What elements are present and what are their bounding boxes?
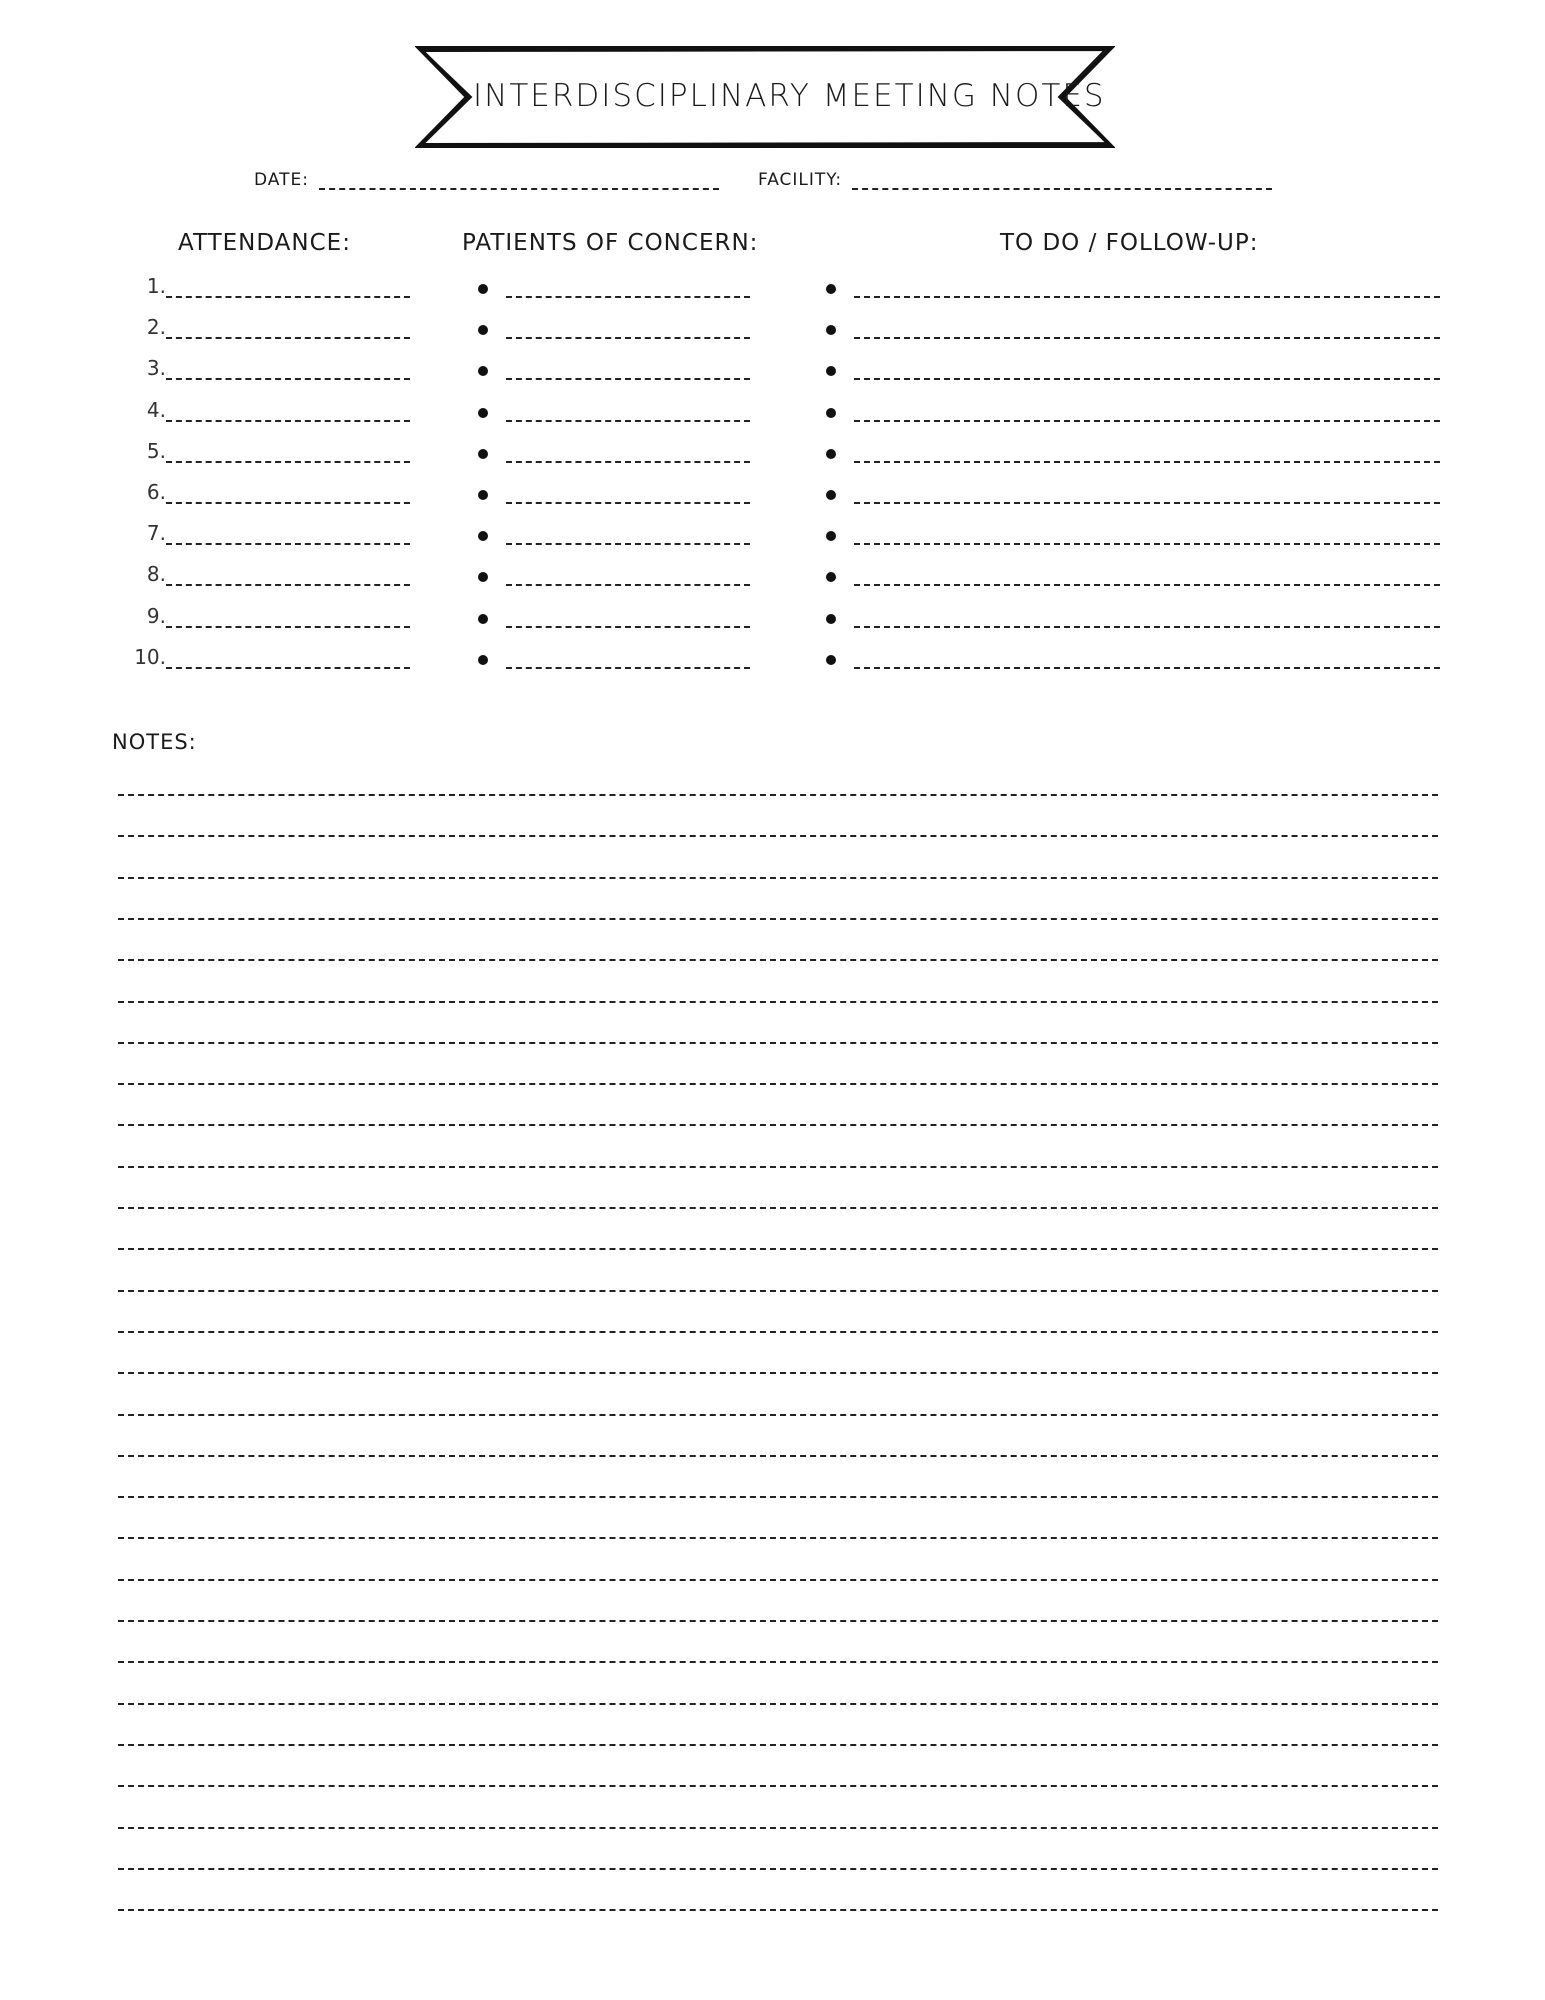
attendance-row[interactable] <box>130 515 410 545</box>
page-title: INTERDISCIPLINARY MEETING NOTES <box>473 78 1106 114</box>
facility-field[interactable] <box>758 170 1272 190</box>
attendance-number: 2. <box>146 315 166 340</box>
notes-line[interactable] <box>118 1290 1438 1292</box>
attendance-line[interactable] <box>166 286 410 298</box>
attendance-line[interactable] <box>166 616 410 628</box>
date-field[interactable] <box>254 170 719 190</box>
notes-line[interactable] <box>118 1166 1438 1168</box>
attendance-row[interactable] <box>130 474 410 504</box>
attendance-row[interactable] <box>130 598 410 628</box>
attendance-number: 9. <box>146 603 166 628</box>
notes-line[interactable] <box>118 1331 1438 1333</box>
todo-line[interactable] <box>854 327 1440 339</box>
todo-line[interactable] <box>854 451 1440 463</box>
attendance-number: 6. <box>146 480 166 504</box>
notes-line[interactable] <box>118 1703 1438 1705</box>
notes-line[interactable] <box>118 1042 1438 1044</box>
attendance-row[interactable] <box>130 433 410 463</box>
bullet-icon <box>478 284 488 294</box>
patient-line[interactable] <box>506 492 750 504</box>
notes-line[interactable] <box>118 959 1438 961</box>
todo-row[interactable] <box>826 639 1440 669</box>
date-line[interactable] <box>319 174 719 190</box>
bullet-icon <box>478 325 488 335</box>
attendance-line[interactable] <box>166 492 410 504</box>
todo-heading: TO DO / FOLLOW-UP: <box>1000 230 1259 256</box>
todo-line[interactable] <box>854 492 1440 504</box>
patients-heading: PATIENTS OF CONCERN: <box>462 230 759 256</box>
attendance-number: 4. <box>146 397 166 422</box>
notes-line[interactable] <box>118 1909 1438 1911</box>
attendance-row[interactable] <box>130 268 410 298</box>
bullet-icon <box>826 531 836 541</box>
bullet-icon <box>826 408 836 418</box>
todo-row[interactable] <box>826 350 1440 380</box>
attendance-row[interactable] <box>130 309 410 339</box>
notes-line[interactable] <box>118 1083 1438 1085</box>
patient-line[interactable] <box>506 657 750 669</box>
attendance-line[interactable] <box>166 533 410 545</box>
notes-line[interactable] <box>118 1785 1438 1787</box>
patient-row[interactable] <box>478 556 750 586</box>
notes-line[interactable] <box>118 1579 1438 1581</box>
attendance-line[interactable] <box>166 327 410 339</box>
todo-row[interactable] <box>826 392 1440 422</box>
patient-line[interactable] <box>506 616 750 628</box>
attendance-number: 1. <box>146 274 166 298</box>
attendance-line[interactable] <box>166 451 410 463</box>
notes-line[interactable] <box>118 835 1438 837</box>
title-banner <box>415 42 1115 152</box>
notes-line[interactable] <box>118 1620 1438 1622</box>
bullet-icon <box>826 449 836 459</box>
bullet-icon <box>478 366 488 376</box>
patient-row[interactable] <box>478 433 750 463</box>
bullet-icon <box>826 655 836 665</box>
patient-row[interactable] <box>478 268 750 298</box>
attendance-line[interactable] <box>166 574 410 586</box>
patient-row[interactable] <box>478 515 750 545</box>
notes-line[interactable] <box>118 1248 1438 1250</box>
todo-line[interactable] <box>854 533 1440 545</box>
attendance-heading: ATTENDANCE: <box>178 230 351 256</box>
notes-line[interactable] <box>118 1372 1438 1374</box>
todo-line[interactable] <box>854 574 1440 586</box>
patient-row[interactable] <box>478 639 750 669</box>
patient-line[interactable] <box>506 533 750 545</box>
attendance-row[interactable] <box>130 639 410 669</box>
todo-row[interactable] <box>826 433 1440 463</box>
attendance-number: 10. <box>134 644 166 669</box>
notes-label: NOTES: <box>112 730 197 754</box>
attendance-line[interactable] <box>166 368 410 380</box>
todo-row[interactable] <box>826 474 1440 504</box>
patient-row[interactable] <box>478 392 750 422</box>
facility-line[interactable] <box>852 174 1272 190</box>
bullet-icon <box>826 325 836 335</box>
patient-line[interactable] <box>506 286 750 298</box>
attendance-row[interactable] <box>130 392 410 422</box>
notes-line[interactable] <box>118 1414 1438 1416</box>
bullet-icon <box>826 614 836 624</box>
attendance-row[interactable] <box>130 350 410 380</box>
todo-line[interactable] <box>854 616 1440 628</box>
patient-line[interactable] <box>506 368 750 380</box>
notes-line[interactable] <box>118 1827 1438 1829</box>
attendance-row[interactable] <box>130 556 410 586</box>
bullet-icon <box>478 449 488 459</box>
bullet-icon <box>826 490 836 500</box>
bullet-icon <box>478 531 488 541</box>
patient-row[interactable] <box>478 474 750 504</box>
todo-line[interactable] <box>854 368 1440 380</box>
patient-row[interactable] <box>478 350 750 380</box>
notes-line[interactable] <box>118 1744 1438 1746</box>
bullet-icon <box>478 614 488 624</box>
notes-line[interactable] <box>118 1496 1438 1498</box>
bullet-icon <box>826 572 836 582</box>
notes-line[interactable] <box>118 794 1438 796</box>
notes-line[interactable] <box>118 1124 1438 1126</box>
patient-row[interactable] <box>478 309 750 339</box>
todo-row[interactable] <box>826 515 1440 545</box>
patient-line[interactable] <box>506 327 750 339</box>
attendance-line[interactable] <box>166 657 410 669</box>
todo-line[interactable] <box>854 657 1440 669</box>
notes-line[interactable] <box>118 1001 1438 1003</box>
attendance-number: 3. <box>146 356 166 381</box>
todo-row[interactable] <box>826 268 1440 298</box>
todo-line[interactable] <box>854 410 1440 422</box>
attendance-number: 5. <box>146 438 166 463</box>
bullet-icon <box>478 572 488 582</box>
bullet-icon <box>826 366 836 376</box>
patient-row[interactable] <box>478 598 750 628</box>
notes-line[interactable] <box>118 1207 1438 1209</box>
todo-line[interactable] <box>854 286 1440 298</box>
patient-line[interactable] <box>506 574 750 586</box>
bullet-icon <box>478 408 488 418</box>
date-label: DATE: <box>254 170 309 190</box>
notes-line[interactable] <box>118 877 1438 879</box>
facility-label: FACILITY: <box>758 170 843 190</box>
bullet-icon <box>478 655 488 665</box>
notes-line[interactable] <box>118 1537 1438 1539</box>
notes-line[interactable] <box>118 1868 1438 1870</box>
bullet-icon <box>478 490 488 500</box>
notes-line[interactable] <box>118 1661 1438 1663</box>
patient-line[interactable] <box>506 451 750 463</box>
attendance-number: 8. <box>146 562 166 587</box>
patient-line[interactable] <box>506 410 750 422</box>
bullet-icon <box>826 284 836 294</box>
attendance-number: 7. <box>146 521 166 546</box>
notes-line[interactable] <box>118 1455 1438 1457</box>
notes-line[interactable] <box>118 918 1438 920</box>
todo-row[interactable] <box>826 309 1440 339</box>
attendance-line[interactable] <box>166 410 410 422</box>
todo-row[interactable] <box>826 598 1440 628</box>
todo-row[interactable] <box>826 556 1440 586</box>
